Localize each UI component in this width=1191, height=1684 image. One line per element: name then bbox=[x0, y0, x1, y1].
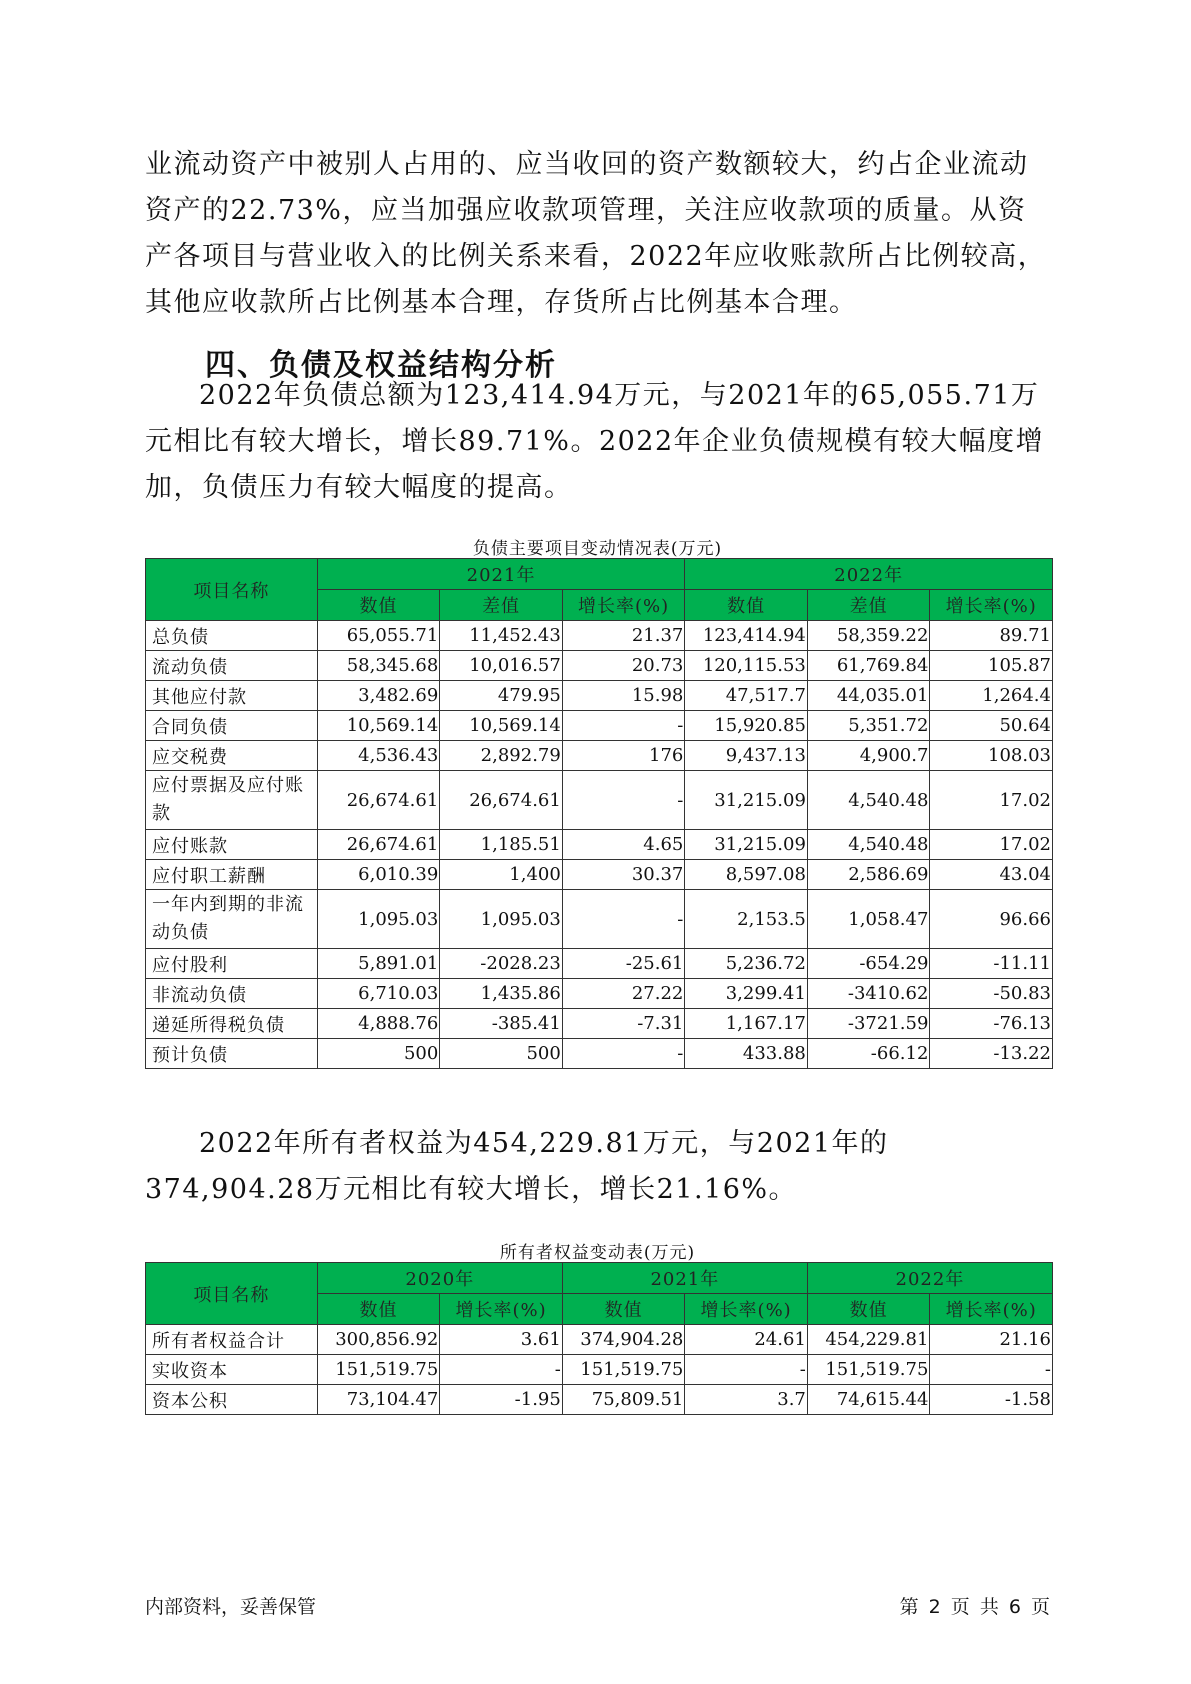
row-label: 所有者权益合计 bbox=[146, 1325, 318, 1355]
table-cell: 50.64 bbox=[930, 711, 1053, 741]
row-label: 资本公积 bbox=[146, 1385, 318, 1415]
table-cell: 105.87 bbox=[930, 651, 1053, 681]
row-label: 一年内到期的非流动负债 bbox=[146, 890, 318, 949]
column-header-growth-rate: 增长率(%) bbox=[562, 590, 685, 621]
table-row bbox=[146, 1009, 1053, 1039]
table-cell: 151,519.75 bbox=[317, 1355, 440, 1385]
table-cell: 151,519.75 bbox=[807, 1355, 930, 1385]
liability-table bbox=[145, 558, 1053, 1069]
table-row bbox=[146, 621, 1053, 651]
table-cell: 3.61 bbox=[440, 1325, 563, 1355]
table-cell: 4,540.48 bbox=[807, 771, 930, 830]
table-cell: 15.98 bbox=[562, 681, 685, 711]
table-cell: 75,809.51 bbox=[562, 1385, 685, 1415]
table-cell: 1,400 bbox=[440, 860, 563, 890]
table-cell: 27.22 bbox=[562, 979, 685, 1009]
table-cell: 123,414.94 bbox=[685, 621, 808, 651]
table-cell: 1,167.17 bbox=[685, 1009, 808, 1039]
paragraph-receivables: 业流动资产中被别人占用的、应当收回的资产数额较大，约占企业流动资产的22.73%，应当加强应收款项管理，关注应收款项的质量。从资产各项目与营业收入的比例关系来看，2022年应收账款所占比例较高，其他应收款所占比例基本合理，存货所占比例基本合理。 bbox=[145, 149, 1047, 318]
column-header-year: 2022年 bbox=[807, 1263, 1052, 1294]
row-label: 应付票据及应付账款 bbox=[146, 771, 318, 830]
row-label: 非流动负债 bbox=[146, 979, 318, 1009]
liability-table-body bbox=[146, 621, 1053, 1069]
row-label: 实收资本 bbox=[146, 1355, 318, 1385]
table-cell: 10,016.57 bbox=[440, 651, 563, 681]
column-header-item-name: 项目名称 bbox=[146, 1263, 318, 1325]
table-cell: 8,597.08 bbox=[685, 860, 808, 890]
table-row bbox=[146, 771, 1053, 830]
column-header-year: 2021年 bbox=[562, 1263, 807, 1294]
table-row bbox=[146, 711, 1053, 741]
table-cell: 20.73 bbox=[562, 651, 685, 681]
table-cell: 58,359.22 bbox=[807, 621, 930, 651]
table-cell: 500 bbox=[317, 1039, 440, 1069]
paragraph-liabilities: 2022年负债总额为123,414.94万元，与2021年的65,055.71万元相比有较大增长，增长89.71%。2022年企业负债规模有较大幅度增加，负债压力有较大幅度的提高。 bbox=[145, 380, 1045, 503]
column-header-year: 2021年 bbox=[317, 559, 685, 590]
row-label: 应交税费 bbox=[146, 741, 318, 771]
paragraph-equity: 2022年所有者权益为454,229.81万元，与2021年的374,904.28万元相比有较大增长，增长21.16%。 bbox=[145, 1128, 889, 1205]
table-cell: -11.11 bbox=[930, 949, 1053, 979]
table-cell: 3.7 bbox=[685, 1385, 808, 1415]
table-cell: 11,452.43 bbox=[440, 621, 563, 651]
table-cell: 43.04 bbox=[930, 860, 1053, 890]
liability-table-caption: 负债主要项目变动情况表(万元) bbox=[472, 539, 723, 559]
table-cell: 9,437.13 bbox=[685, 741, 808, 771]
column-header-year: 2022年 bbox=[685, 559, 1053, 590]
table-row bbox=[146, 860, 1053, 890]
footer-confidential-note: 内部资料，妥善保管 bbox=[145, 1596, 317, 1618]
table-cell: 2,892.79 bbox=[440, 741, 563, 771]
table-cell: 6,710.03 bbox=[317, 979, 440, 1009]
table-cell: -1.58 bbox=[930, 1385, 1053, 1415]
table-cell: - bbox=[562, 1039, 685, 1069]
table-cell: -654.29 bbox=[807, 949, 930, 979]
row-label: 总负债 bbox=[146, 621, 318, 651]
table-cell: 4,900.7 bbox=[807, 741, 930, 771]
table-cell: 1,264.4 bbox=[930, 681, 1053, 711]
table-cell: 2,153.5 bbox=[685, 890, 808, 949]
table-row bbox=[146, 741, 1053, 771]
section-heading: 四、负债及权益结构分析 bbox=[205, 348, 557, 383]
column-header-item-name: 项目名称 bbox=[146, 559, 318, 621]
table-cell: 21.37 bbox=[562, 621, 685, 651]
row-label: 递延所得税负债 bbox=[146, 1009, 318, 1039]
row-label: 应付账款 bbox=[146, 830, 318, 860]
table-row bbox=[146, 651, 1053, 681]
row-label: 流动负债 bbox=[146, 651, 318, 681]
table-cell: 15,920.85 bbox=[685, 711, 808, 741]
table-cell: 4,888.76 bbox=[317, 1009, 440, 1039]
equity-table-body bbox=[146, 1325, 1053, 1415]
row-label: 预计负债 bbox=[146, 1039, 318, 1069]
table-cell: 1,095.03 bbox=[440, 890, 563, 949]
table-cell: 374,904.28 bbox=[562, 1325, 685, 1355]
table-cell: -1.95 bbox=[440, 1385, 563, 1415]
table-cell: 96.66 bbox=[930, 890, 1053, 949]
table-cell: 31,215.09 bbox=[685, 830, 808, 860]
table-cell: 44,035.01 bbox=[807, 681, 930, 711]
table-row bbox=[146, 830, 1053, 860]
table-row bbox=[146, 890, 1053, 949]
table-cell: 176 bbox=[562, 741, 685, 771]
table-cell: 17.02 bbox=[930, 771, 1053, 830]
table-cell: 10,569.14 bbox=[440, 711, 563, 741]
table-cell: 500 bbox=[440, 1039, 563, 1069]
table-cell: 26,674.61 bbox=[440, 771, 563, 830]
row-label: 应付职工薪酬 bbox=[146, 860, 318, 890]
table-cell: -2028.23 bbox=[440, 949, 563, 979]
column-header-value: 数值 bbox=[317, 1294, 440, 1325]
table-cell: 5,236.72 bbox=[685, 949, 808, 979]
table-cell: 5,891.01 bbox=[317, 949, 440, 979]
table-cell: -385.41 bbox=[440, 1009, 563, 1039]
table-cell: 433.88 bbox=[685, 1039, 808, 1069]
row-label: 应付股利 bbox=[146, 949, 318, 979]
table-cell: 1,435.86 bbox=[440, 979, 563, 1009]
table-cell: 3,482.69 bbox=[317, 681, 440, 711]
table-cell: 58,345.68 bbox=[317, 651, 440, 681]
table-cell: -66.12 bbox=[807, 1039, 930, 1069]
table-cell: 2,586.69 bbox=[807, 860, 930, 890]
table-cell: - bbox=[562, 771, 685, 830]
column-header-growth-rate: 增长率(%) bbox=[440, 1294, 563, 1325]
table-cell: 65,055.71 bbox=[317, 621, 440, 651]
table-cell: 1,185.51 bbox=[440, 830, 563, 860]
table-cell: -3410.62 bbox=[807, 979, 930, 1009]
table-cell: 1,095.03 bbox=[317, 890, 440, 949]
table-cell: 4,540.48 bbox=[807, 830, 930, 860]
table-cell: - bbox=[562, 711, 685, 741]
table-row bbox=[146, 1385, 1053, 1415]
table-cell: 3,299.41 bbox=[685, 979, 808, 1009]
table-cell: -25.61 bbox=[562, 949, 685, 979]
column-header-value: 数值 bbox=[317, 590, 440, 621]
column-header-difference: 差值 bbox=[440, 590, 563, 621]
table-cell: 1,058.47 bbox=[807, 890, 930, 949]
table-cell: -7.31 bbox=[562, 1009, 685, 1039]
table-cell: 10,569.14 bbox=[317, 711, 440, 741]
column-header-value: 数值 bbox=[562, 1294, 685, 1325]
table-cell: 300,856.92 bbox=[317, 1325, 440, 1355]
row-label: 合同负债 bbox=[146, 711, 318, 741]
table-cell: 479.95 bbox=[440, 681, 563, 711]
table-row bbox=[146, 1325, 1053, 1355]
table-cell: -13.22 bbox=[930, 1039, 1053, 1069]
equity-table bbox=[145, 1262, 1053, 1415]
table-cell: - bbox=[440, 1355, 563, 1385]
table-cell: 5,351.72 bbox=[807, 711, 930, 741]
table-cell: 24.61 bbox=[685, 1325, 808, 1355]
table-cell: 21.16 bbox=[930, 1325, 1053, 1355]
table-row bbox=[146, 1355, 1053, 1385]
table-cell: 30.37 bbox=[562, 860, 685, 890]
table-cell: -3721.59 bbox=[807, 1009, 930, 1039]
table-cell: 151,519.75 bbox=[562, 1355, 685, 1385]
table-cell: 120,115.53 bbox=[685, 651, 808, 681]
table-cell: 17.02 bbox=[930, 830, 1053, 860]
table-cell: - bbox=[930, 1355, 1053, 1385]
table-cell: 89.71 bbox=[930, 621, 1053, 651]
table-cell: -50.83 bbox=[930, 979, 1053, 1009]
table-cell: 4.65 bbox=[562, 830, 685, 860]
page-number: 第 2 页 共 6 页 bbox=[899, 1596, 1050, 1618]
column-header-value: 数值 bbox=[685, 590, 808, 621]
column-header-value: 数值 bbox=[807, 1294, 930, 1325]
table-row bbox=[146, 681, 1053, 711]
column-header-year: 2020年 bbox=[317, 1263, 562, 1294]
table-cell: - bbox=[562, 890, 685, 949]
table-cell: 47,517.7 bbox=[685, 681, 808, 711]
column-header-growth-rate: 增长率(%) bbox=[930, 590, 1053, 621]
table-cell: -76.13 bbox=[930, 1009, 1053, 1039]
table-cell: 454,229.81 bbox=[807, 1325, 930, 1355]
table-row bbox=[146, 949, 1053, 979]
row-label: 其他应付款 bbox=[146, 681, 318, 711]
table-cell: 6,010.39 bbox=[317, 860, 440, 890]
column-header-growth-rate: 增长率(%) bbox=[685, 1294, 808, 1325]
table-cell: 31,215.09 bbox=[685, 771, 808, 830]
table-cell: 4,536.43 bbox=[317, 741, 440, 771]
table-cell: 61,769.84 bbox=[807, 651, 930, 681]
table-cell: 73,104.47 bbox=[317, 1385, 440, 1415]
table-cell: 26,674.61 bbox=[317, 771, 440, 830]
table-cell: 108.03 bbox=[930, 741, 1053, 771]
table-cell: 74,615.44 bbox=[807, 1385, 930, 1415]
equity-table-caption: 所有者权益变动表(万元) bbox=[499, 1243, 696, 1263]
table-row bbox=[146, 979, 1053, 1009]
table-cell: 26,674.61 bbox=[317, 830, 440, 860]
column-header-growth-rate: 增长率(%) bbox=[930, 1294, 1053, 1325]
column-header-difference: 差值 bbox=[807, 590, 930, 621]
table-cell: - bbox=[685, 1355, 808, 1385]
table-row bbox=[146, 1039, 1053, 1069]
